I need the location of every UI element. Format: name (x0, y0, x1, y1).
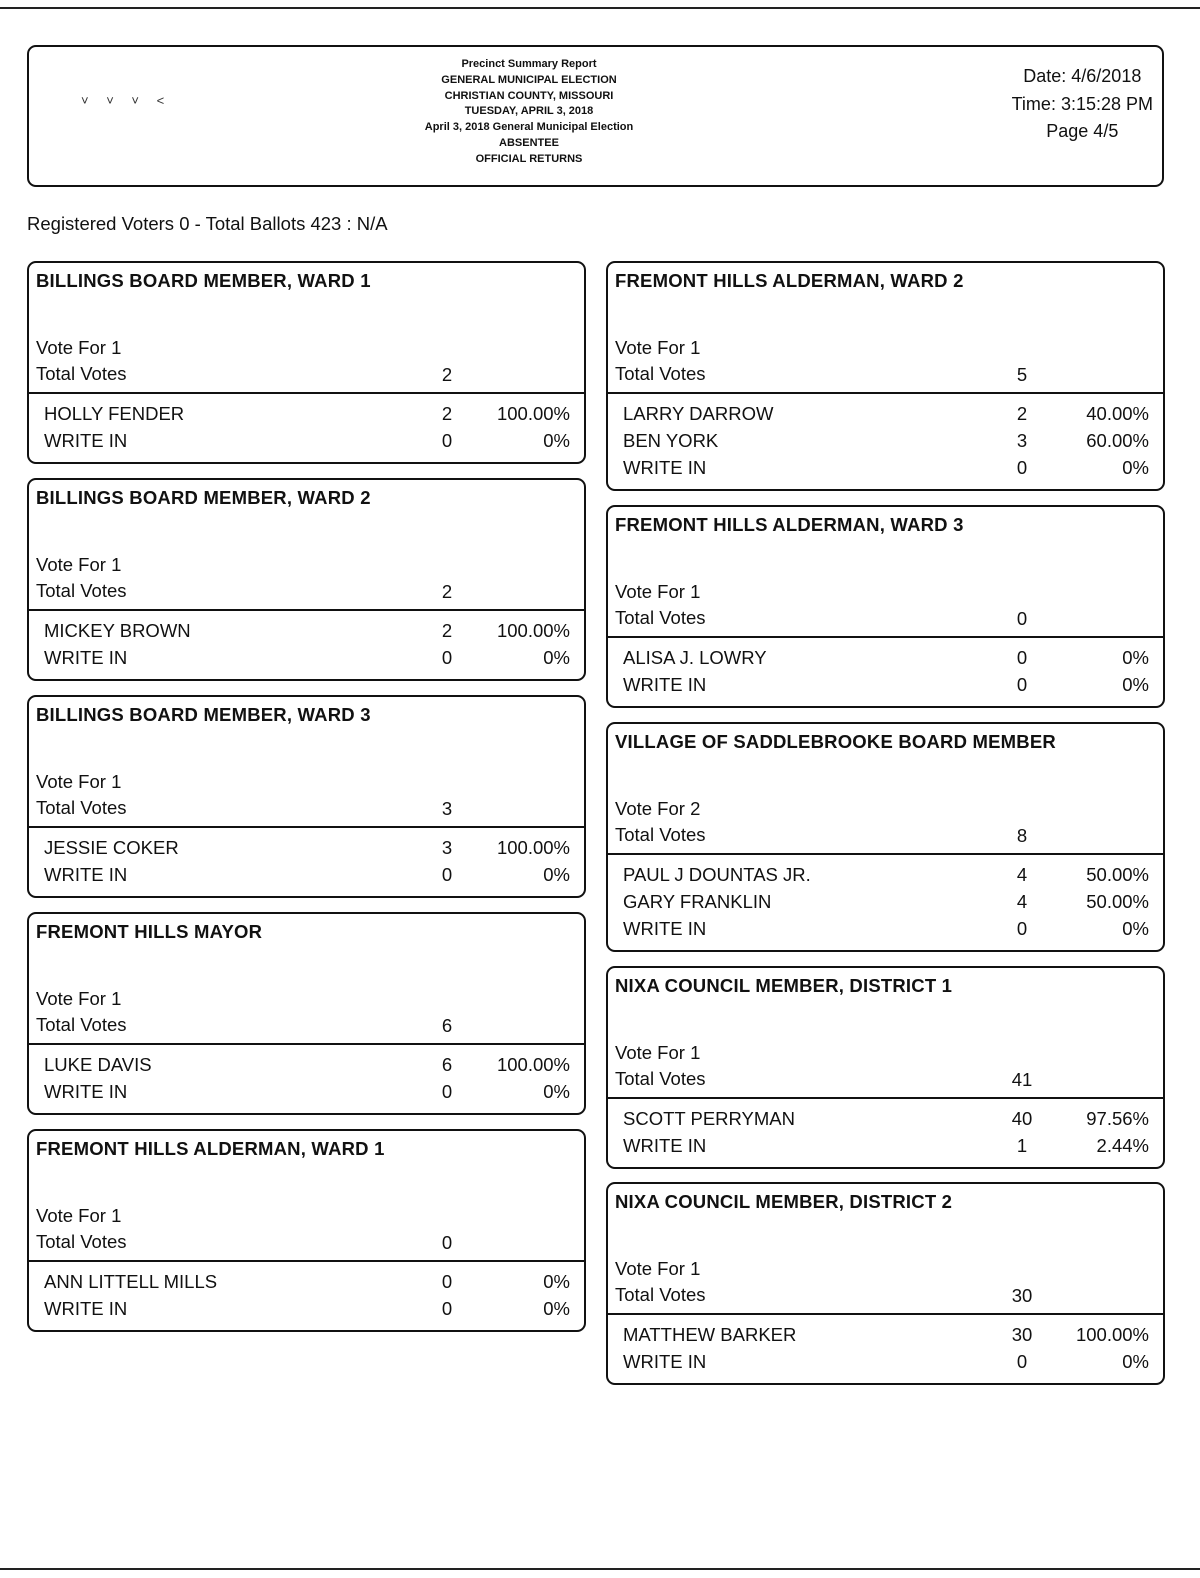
candidate-name: WRITE IN (623, 457, 707, 478)
candidate-name: WRITE IN (623, 1351, 707, 1372)
candidate-name: WRITE IN (44, 864, 128, 885)
contest-divider (608, 853, 1163, 855)
candidate-row (608, 891, 1163, 918)
candidate-name: WRITE IN (44, 430, 128, 451)
contest-box (606, 966, 1165, 1169)
candidate-votes: 2 (441, 620, 453, 641)
candidate-percent: 0% (543, 1271, 570, 1292)
candidate-row (29, 620, 584, 647)
contest-title: FREMONT HILLS MAYOR (36, 921, 263, 942)
candidate-name: WRITE IN (623, 1135, 707, 1156)
county-name: CHRISTIAN COUNTY, MISSOURI (444, 89, 614, 102)
candidate-votes: 40 (1011, 1108, 1033, 1129)
candidate-row (608, 864, 1163, 891)
candidate-row (29, 1054, 584, 1081)
candidate-percent: 97.56% (1086, 1108, 1149, 1129)
total-votes-value: 41 (1011, 1069, 1033, 1090)
vote-for-label: Vote For 1 (615, 337, 701, 358)
contest-title: BILLINGS BOARD MEMBER, WARD 1 (36, 270, 371, 291)
report-type: Precinct Summary Report (461, 58, 597, 70)
total-votes-label: Total Votes (36, 580, 127, 601)
vote-for-label: Vote For 1 (615, 581, 701, 602)
candidate-name: WRITE IN (623, 918, 707, 939)
candidate-name: MATTHEW BARKER (623, 1324, 797, 1345)
total-votes-label: Total Votes (36, 1014, 127, 1035)
contest-box (606, 1182, 1165, 1385)
election-date: TUESDAY, APRIL 3, 2018 (464, 105, 594, 118)
candidate-percent: 100.00% (496, 620, 570, 641)
contest-title: VILLAGE OF SADDLEBROOKE BOARD MEMBER (615, 731, 1056, 752)
candidate-row (29, 647, 584, 674)
candidate-votes: 0 (1016, 1351, 1028, 1372)
candidate-votes: 3 (441, 837, 453, 858)
candidate-percent: 100.00% (496, 403, 570, 424)
contest-divider (608, 1313, 1163, 1315)
contest-box (27, 912, 586, 1115)
total-votes-value: 0 (441, 1232, 453, 1253)
contest-title: BILLINGS BOARD MEMBER, WARD 3 (36, 704, 371, 725)
candidate-votes: 0 (441, 864, 453, 885)
contest-box (27, 261, 586, 464)
total-votes-label: Total Votes (615, 1284, 706, 1305)
candidate-votes: 0 (441, 430, 453, 451)
total-votes-value: 2 (441, 581, 453, 602)
vote-for-label: Vote For 1 (36, 554, 122, 575)
candidate-votes: 2 (441, 403, 453, 424)
candidate-percent: 50.00% (1086, 891, 1149, 912)
total-votes-label: Total Votes (36, 797, 127, 818)
candidate-percent: 40.00% (1086, 403, 1149, 424)
contest-divider (29, 1260, 584, 1262)
candidate-name: MICKEY BROWN (44, 620, 191, 641)
page-number: Page 4/5 (1046, 121, 1119, 141)
report-title-block (329, 57, 729, 168)
candidate-row (29, 430, 584, 457)
candidate-votes: 1 (1016, 1135, 1028, 1156)
candidate-votes: 0 (441, 1271, 453, 1292)
contest-divider (29, 1043, 584, 1045)
total-votes-value: 0 (1016, 608, 1028, 629)
contest-title: FREMONT HILLS ALDERMAN, WARD 3 (615, 514, 964, 535)
candidate-row (608, 918, 1163, 945)
contest-title: NIXA COUNCIL MEMBER, DISTRICT 1 (615, 975, 953, 996)
candidate-percent: 2.44% (1096, 1135, 1149, 1156)
total-votes-label: Total Votes (615, 607, 706, 628)
contest-box (606, 505, 1165, 708)
candidate-percent: 0% (1122, 647, 1149, 668)
candidate-row (29, 1298, 584, 1325)
candidate-votes: 2 (1016, 403, 1028, 424)
candidate-row (29, 403, 584, 430)
candidate-percent: 0% (1122, 1351, 1149, 1372)
contest-divider (29, 826, 584, 828)
candidate-votes: 0 (441, 1081, 453, 1102)
candidate-row (608, 457, 1163, 484)
candidate-row (29, 864, 584, 891)
candidate-row (608, 1108, 1163, 1135)
candidate-row (608, 1324, 1163, 1351)
bottom-rule (0, 1568, 1200, 1570)
vote-for-label: Vote For 1 (36, 771, 122, 792)
candidate-row (608, 1135, 1163, 1162)
candidate-percent: 100.00% (496, 1054, 570, 1075)
candidate-votes: 0 (1016, 674, 1028, 695)
candidate-votes: 0 (441, 647, 453, 668)
candidate-name: GARY FRANKLIN (623, 891, 772, 912)
candidate-votes: 4 (1016, 891, 1028, 912)
total-votes-value: 2 (441, 364, 453, 385)
contest-title: FREMONT HILLS ALDERMAN, WARD 1 (36, 1138, 385, 1159)
candidate-percent: 50.00% (1086, 864, 1149, 885)
scanner-marks: ˅ ˅ ˅ ˂ (81, 93, 172, 108)
top-rule (0, 7, 1200, 9)
vote-for-label: Vote For 1 (615, 1258, 701, 1279)
report-header (27, 45, 1164, 187)
contest-divider (29, 609, 584, 611)
candidate-votes: 0 (441, 1298, 453, 1319)
candidate-percent: 0% (1122, 457, 1149, 478)
vote-for-label: Vote For 2 (615, 798, 701, 819)
candidate-percent: 100.00% (496, 837, 570, 858)
election-description: April 3, 2018 General Municipal Election (424, 121, 634, 134)
contest-divider (29, 392, 584, 394)
total-votes-label: Total Votes (615, 363, 706, 384)
candidate-votes: 0 (1016, 457, 1028, 478)
contest-divider (608, 1097, 1163, 1099)
vote-for-label: Vote For 1 (36, 988, 122, 1009)
candidate-row (29, 837, 584, 864)
candidate-name: LUKE DAVIS (44, 1054, 152, 1075)
candidate-votes: 6 (441, 1054, 453, 1075)
candidate-row (608, 674, 1163, 701)
total-votes-value: 8 (1016, 825, 1028, 846)
candidate-name: WRITE IN (44, 647, 128, 668)
total-votes-value: 3 (441, 798, 453, 819)
candidate-name: PAUL J DOUNTAS JR. (623, 864, 811, 885)
vote-for-label: Vote For 1 (615, 1042, 701, 1063)
candidate-percent: 0% (543, 864, 570, 885)
candidate-name: WRITE IN (44, 1298, 128, 1319)
contest-box (27, 478, 586, 681)
total-votes-label: Total Votes (615, 1068, 706, 1089)
total-votes-label: Total Votes (36, 363, 127, 384)
candidate-votes: 30 (1011, 1324, 1033, 1345)
contest-divider (608, 636, 1163, 638)
candidate-row (608, 647, 1163, 674)
contest-title: BILLINGS BOARD MEMBER, WARD 2 (36, 487, 371, 508)
total-votes-label: Total Votes (615, 824, 706, 845)
candidate-votes: 0 (1016, 918, 1028, 939)
candidate-name: LARRY DARROW (623, 403, 774, 424)
candidate-percent: 0% (1122, 674, 1149, 695)
report-meta (1012, 63, 1153, 146)
candidate-name: SCOTT PERRYMAN (623, 1108, 796, 1129)
candidate-name: HOLLY FENDER (44, 403, 185, 424)
candidate-votes: 4 (1016, 864, 1028, 885)
candidate-row (29, 1081, 584, 1108)
total-votes-value: 30 (1011, 1285, 1033, 1306)
vote-for-label: Vote For 1 (36, 337, 122, 358)
contest-title: FREMONT HILLS ALDERMAN, WARD 2 (615, 270, 964, 291)
candidate-name: BEN YORK (623, 430, 719, 451)
contest-box (606, 261, 1165, 491)
candidate-votes: 3 (1016, 430, 1028, 451)
candidate-percent: 60.00% (1086, 430, 1149, 451)
vote-for-label: Vote For 1 (36, 1205, 122, 1226)
candidate-percent: 0% (543, 430, 570, 451)
returns-status: OFFICIAL RETURNS (475, 152, 583, 165)
report-date: Date: 4/6/2018 (1023, 66, 1142, 86)
candidate-name: WRITE IN (623, 674, 707, 695)
candidate-row (29, 1271, 584, 1298)
candidate-percent: 100.00% (1075, 1324, 1149, 1345)
precinct-name: ABSENTEE (499, 136, 559, 149)
contest-box (27, 695, 586, 898)
candidate-percent: 0% (543, 1081, 570, 1102)
candidate-name: WRITE IN (44, 1081, 128, 1102)
election-name: GENERAL MUNICIPAL ELECTION (441, 73, 617, 86)
candidate-row (608, 1351, 1163, 1378)
total-votes-label: Total Votes (36, 1231, 127, 1252)
candidate-percent: 0% (543, 647, 570, 668)
candidate-percent: 0% (1122, 918, 1149, 939)
contest-box (606, 722, 1165, 952)
contest-divider (608, 392, 1163, 394)
registered-voters-line: Registered Voters 0 - Total Ballots 423 : N/A (27, 213, 388, 234)
candidate-row (608, 430, 1163, 457)
candidate-percent: 0% (543, 1298, 570, 1319)
candidate-votes: 0 (1016, 647, 1028, 668)
report-time: Time: 3:15:28 PM (1011, 93, 1153, 114)
candidate-name: ANN LITTELL MILLS (44, 1271, 218, 1292)
contest-box (27, 1129, 586, 1332)
total-votes-value: 6 (441, 1015, 453, 1036)
candidate-row (608, 403, 1163, 430)
candidate-name: ALISA J. LOWRY (623, 647, 767, 668)
candidate-name: JESSIE COKER (44, 837, 179, 858)
total-votes-value: 5 (1016, 364, 1028, 385)
contest-title: NIXA COUNCIL MEMBER, DISTRICT 2 (615, 1191, 953, 1212)
